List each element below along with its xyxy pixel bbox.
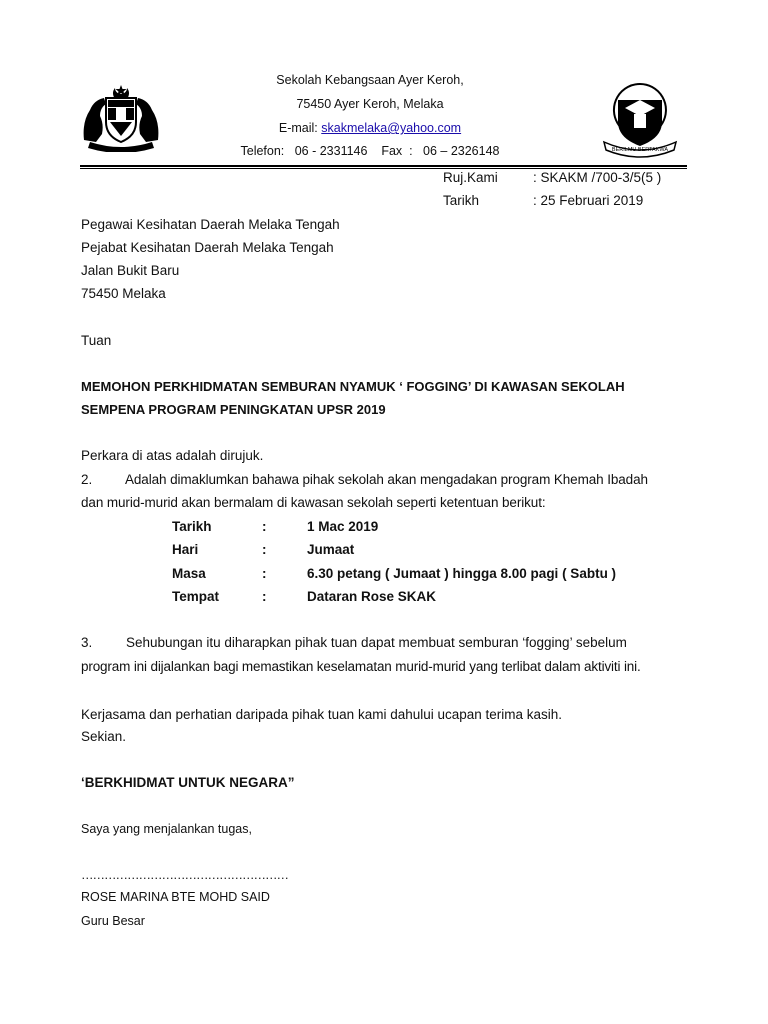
detail-label-place: Tempat [172,589,220,604]
recipient-line: Pejabat Kesihatan Daerah Melaka Tengah [81,240,334,255]
email-line [200,121,540,135]
recipient-line: Jalan Bukit Baru [81,263,180,278]
paragraph-3-number: 3. [81,635,93,650]
signoff: Saya yang menjalankan tugas, [81,822,252,836]
date-value: : 25 Februari 2019 [533,193,644,208]
school-address: 75450 Ayer Keroh, Melaka [296,97,444,111]
email-label: E-mail: [278,121,322,135]
salutation: Tuan [81,333,112,348]
detail-label-time: Masa [172,566,206,581]
subject-line-1: MEMOHON PERKHIDMATAN SEMBURAN NYAMUK ‘ FOGGING’ DI KAWASAN SEKOLAH [81,379,625,394]
detail-colon: : [262,542,267,557]
paragraph-1: Perkara di atas adalah dirujuk. [81,448,264,463]
detail-label-day: Hari [172,542,199,557]
ref-label: Ruj.Kami [443,170,498,185]
paragraph-3-line-2: program ini dijalankan bagi memastikan keselamatan murid-murid yang terlibat dalam aktiviti ini. [81,659,641,674]
paragraph-3-line-1: Sehubungan itu diharapkan pihak tuan dapat membuat semburan ‘fogging’ sebelum [126,635,627,650]
motto: ‘BERKHIDMAT UNTUK NEGARA” [81,775,295,790]
school-logo-top-text: SK AYER KEROH [619,96,661,102]
school-name: Sekolah Kebangsaan Ayer Keroh, [276,73,464,87]
ref-value: : SKAKM /700-3/5(5 ) [533,170,662,185]
paragraph-2-line-1: Adalah dimaklumkan bahawa pihak sekolah akan mengadakan program Khemah Ibadah [125,472,648,487]
date-label: Tarikh [443,193,480,208]
detail-value-day: Jumaat [307,542,355,557]
detail-label-date: Tarikh [172,519,212,534]
detail-colon: : [262,566,267,581]
detail-colon: : [262,589,267,604]
detail-value-date: 1 Mac 2019 [307,519,379,534]
detail-value-time: 6.30 petang ( Jumaat ) hingga 8.00 pagi ( Sabtu ) [307,566,617,581]
signer-name: ROSE MARINA BTE MOHD SAID [81,890,270,904]
signature-line: ……………………………………………… [81,868,288,882]
detail-colon: : [262,519,267,534]
phone-fax-line: Telefon: 06 - 2331146 Fax : 06 – 2326148 [240,144,500,158]
school-logo [598,80,682,158]
recipient-line: 75450 Melaka [81,286,166,301]
closing-line-2: Sekian. [81,729,127,744]
header-rule-thin [80,168,687,169]
paragraph-2-line-2: dan murid-murid akan bermalam di kawasan sekolah seperti ketentuan berikut: [81,495,546,510]
recipient-address [81,213,340,305]
recipient-line: Pegawai Kesihatan Daerah Melaka Tengah [81,217,340,232]
paragraph-2-number: 2. [81,472,93,487]
header-rule [80,165,687,167]
signer-title: Guru Besar [81,914,145,928]
coat-of-arms-logo [80,82,162,152]
subject-line-2: SEMPENA PROGRAM PENINGKATAN UPSR 2019 [81,402,386,417]
email-link[interactable]: skakmelaka@yahoo.com [321,121,462,135]
detail-value-place: Dataran Rose SKAK [307,589,437,604]
closing-line-1: Kerjasama dan perhatian daripada pihak tuan kami dahului ucapan terima kasih. [81,707,563,722]
school-logo-ribbon-text: BERILMU BERTAKWA [611,147,669,153]
